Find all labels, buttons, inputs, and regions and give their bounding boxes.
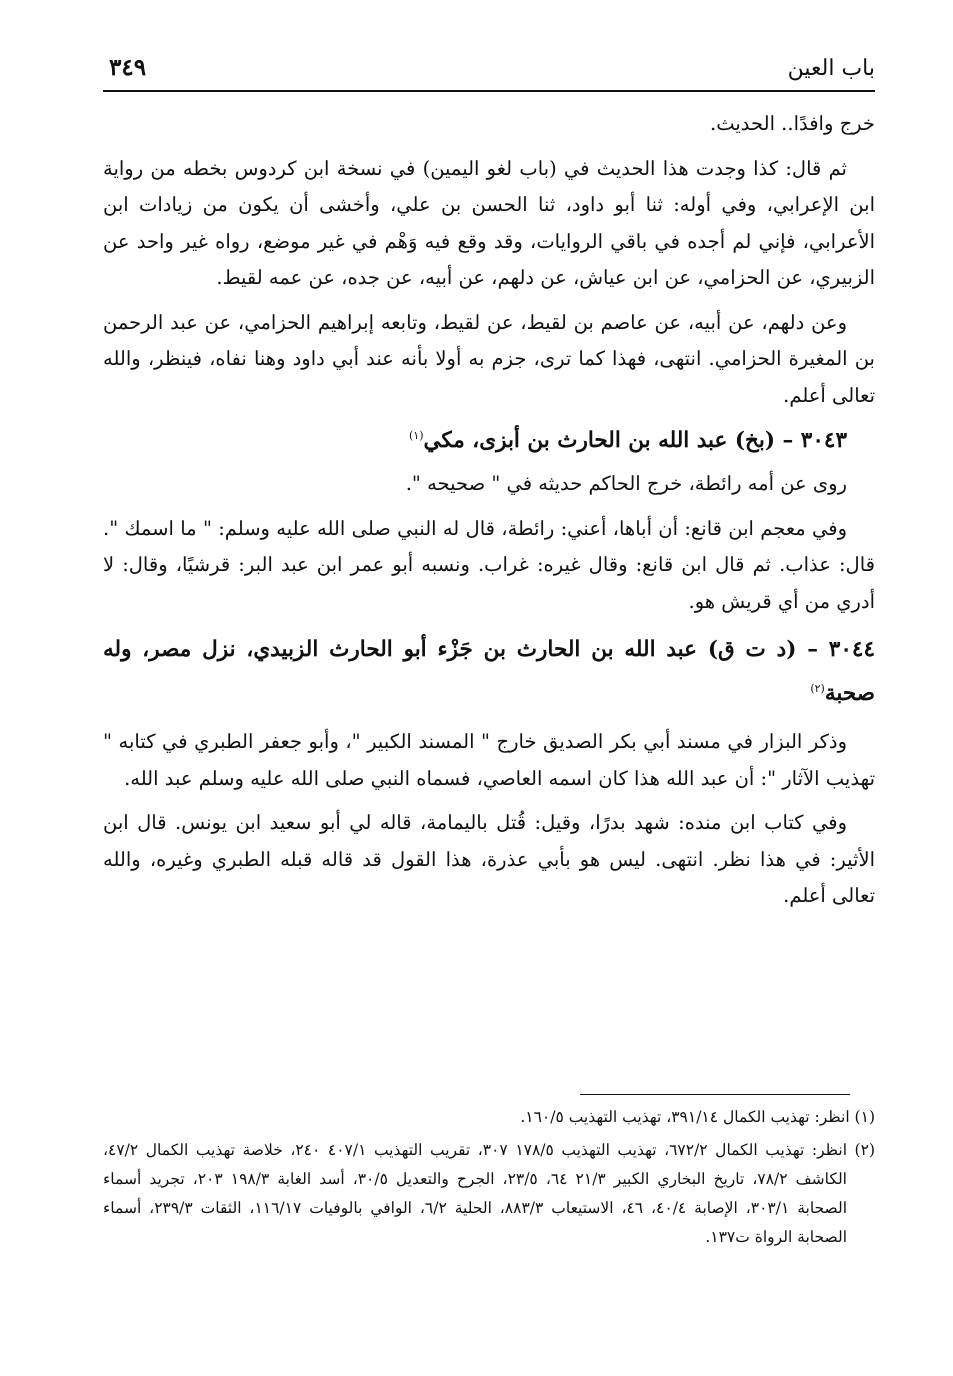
paragraph: وعن دلهم، عن أبيه، عن عاصم بن لقيط، عن لقيط، وتابعه إبراهيم الحزامي، عن عبد الرحمن بن المغيرة الحزامي. انتهى، فهذا كما ترى، جزم به أولا بأنه عند أبي داود وهنا نفاه، فينظر، والله تعالى أعلم. <box>103 310 875 407</box>
footnotes <box>103 1103 875 1256</box>
footnote-ref: (١) <box>409 428 424 442</box>
paragraph: وفي معجم ابن قانع: أن أباها، أعني: رائطة، قال له النبي صلى الله عليه وسلم: " ما اسمك ". قال: عذاب. ثم قال ابن قانع: وقال غيره: غراب. ونسبه أبو عمر ابن عبد البر: قرشيًا، وقال: لا أدري من أي قريش هو. <box>103 516 875 613</box>
entry-heading-text: ٣٠٤٣ – (بخ) عبد الله بن الحارث بن أبزى، مكي <box>423 428 847 453</box>
entry-heading-3044 <box>103 628 875 716</box>
main-text <box>103 106 875 923</box>
entry-heading-3043 <box>103 422 875 460</box>
footnote: (١) انظر: تهذيب الكمال ٣٩١/١٤، تهذيب التهذيب ١٦٠/٥. <box>520 1108 875 1126</box>
paragraph: وذكر البزار في مسند أبي بكر الصديق خارج " المسند الكبير "، وأبو جعفر الطبري في كتابه " تهذيب الآثار ": أن عبد الله هذا كان اسمه العاصي، فسماه النبي صلى الله عليه وسلم عبد الله. <box>103 730 875 790</box>
paragraph: روى عن أمه رائطة، خرج الحاكم حديثه في " صحيحه ". <box>405 472 847 495</box>
paragraph-continuation: خرج وافدًا.. الحديث. <box>710 112 875 135</box>
paragraph: ثم قال: كذا وجدت هذا الحديث في (باب لغو اليمين) في نسخة ابن كردوس بخطه من رواية ابن الإعرابي، وفي أوله: ثنا أبو داود، ثنا الحسن بن علي، وأخشى أن يكون من زيادات ابن الأعرابي، فإني لم أجده في باقي الروايات، وقد وقع فيه وَهْم في غير موضع، رواه غير واحد عن الزبيري، عن الحزامي، عن ابن عياش، عن دلهم، عن أبيه، عن جده، عن عمه لقيط. <box>103 156 875 289</box>
page-header <box>103 50 875 92</box>
paragraph: وفي كتاب ابن منده: شهد بدرًا، وقيل: قُتل باليمامة، قاله لي أبو سعيد ابن يونس. قال ابن الأثير: في هذا نظر. انتهى. ليس هو بأبي عذرة، هذا القول قد قاله قبله الطبري وغيره، والله تعالى أعلم. <box>103 811 875 907</box>
page-number: ٣٤٩ <box>109 54 147 81</box>
footnote-separator <box>580 1094 850 1095</box>
footnote-ref: (٢) <box>810 681 825 695</box>
entry-heading-text: ٣٠٤٤ – (د ت ق) عبد الله بن الحارث بن جَزْء أبو الحارث الزبيدي، نزل مصر، وله صحبة <box>103 637 875 706</box>
chapter-title: باب العين <box>787 56 875 81</box>
footnote: (٢) انظر: تهذيب الكمال ٦٧٢/٢، تهذيب التهذيب ١٧٨/٥ ٣٠٧، تقريب التهذيب ٤٠٧/١ ٢٤٠، خلاصة تهذيب الكمال ٤٧/٢، الكاشف ٧٨/٢، تاريخ البخاري الكبير ٢١/٣ ٦٤، ٢٣/٥، الجرح والتعديل ٣٠/٥، أسد الغابة ١٩٨/٣ ٢٠٣، تجريد أسماء الصحابة ٣٠٣/١، الإصابة ٤٠/٤، ٤٦، الاستيعاب ٨٨٣/٣، الحلية ٦/٢، الوافي بالوفيات ١١٦/١٧، الثقات ٢٣٩/٣، أسماء الصحابة الرواة ت١٣٧. <box>103 1141 875 1246</box>
